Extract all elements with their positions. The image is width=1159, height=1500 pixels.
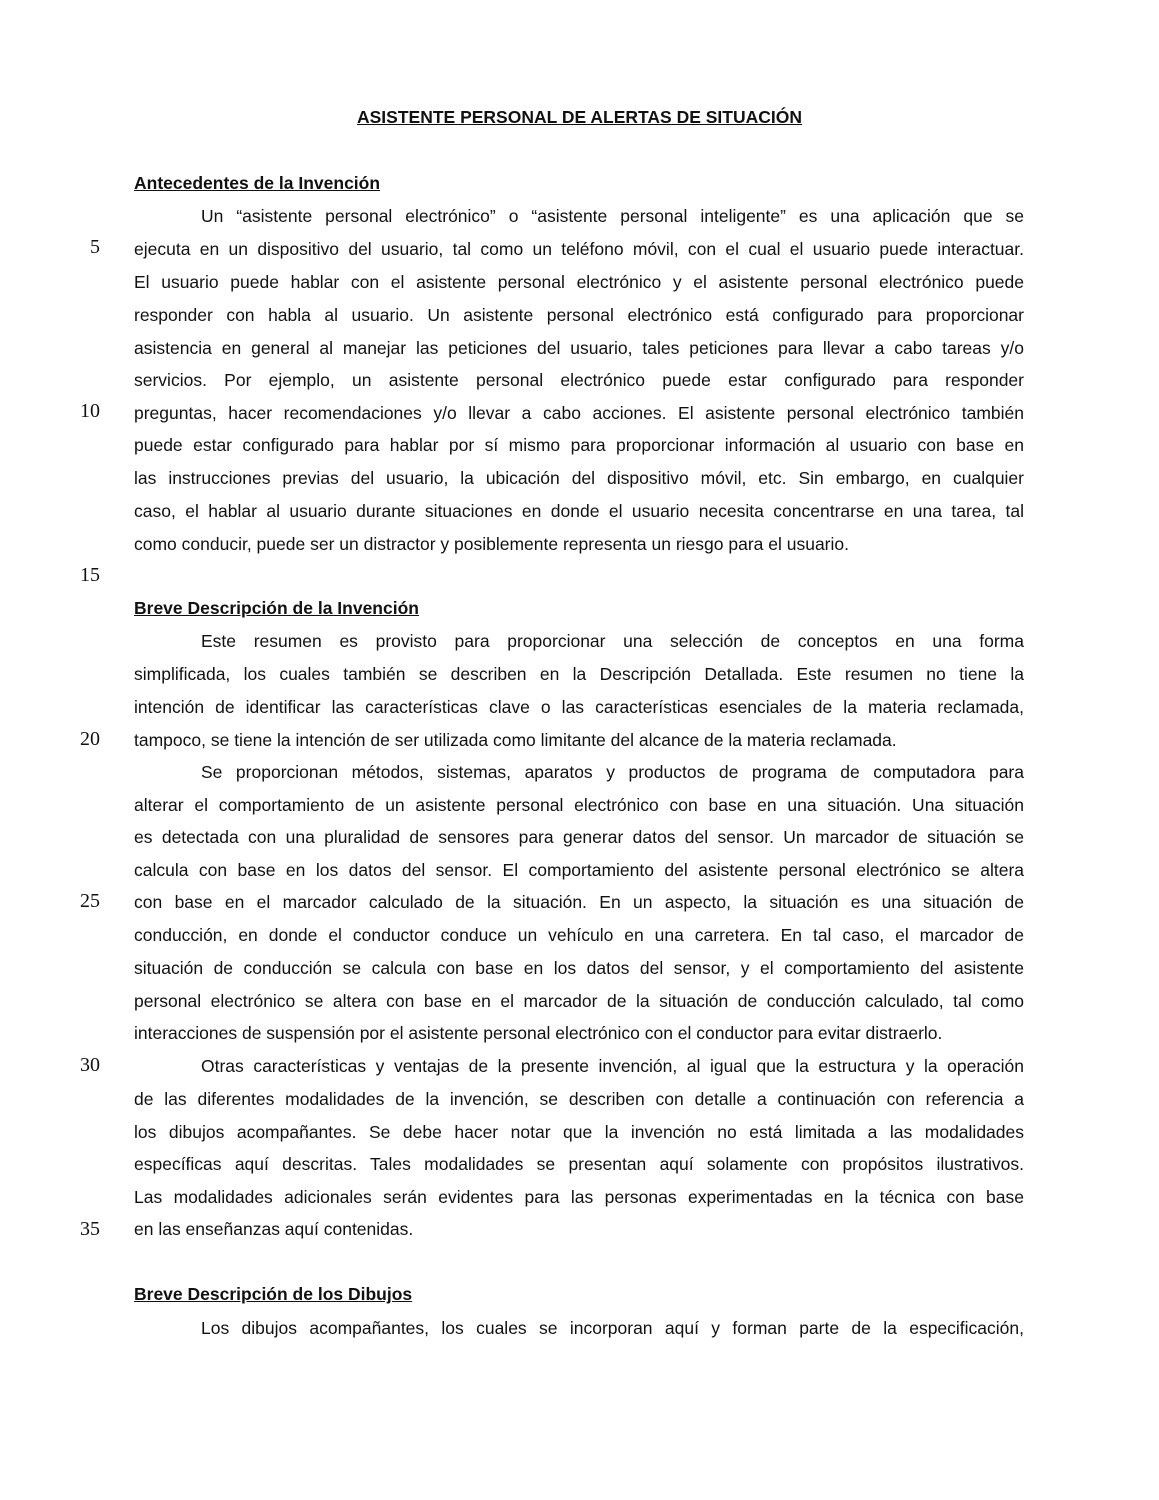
text-line: alterar el comportamiento de un asistente personal electrónico con base en una situación. Una situación bbox=[134, 795, 1024, 815]
section-heading-drawings: Breve Descripción de los Dibujos bbox=[134, 1284, 413, 1304]
text-line: específicas aquí descritas. Tales modalidades se presentan aquí solamente con propósitos ilustrativos. bbox=[134, 1154, 1024, 1174]
text-line: Las modalidades adicionales serán evidentes para las personas experimentadas en la técnica con base bbox=[134, 1187, 1024, 1207]
text-line: calcula con base en los datos del sensor. El comportamiento del asistente personal electrónico se altera bbox=[134, 860, 1024, 880]
text-line: El usuario puede hablar con el asistente personal electrónico y el asistente personal electrónico puede bbox=[134, 272, 1024, 292]
text-line: Un “asistente personal electrónico” o “asistente personal inteligente” es una aplicación que se bbox=[201, 206, 1024, 226]
text-line: servicios. Por ejemplo, un asistente personal electrónico puede estar configurado para responder bbox=[134, 370, 1024, 390]
text-line: simplificada, los cuales también se describen en la Descripción Detallada. Este resumen no tiene la bbox=[134, 664, 1024, 684]
text-line: ejecuta en un dispositivo del usuario, tal como un teléfono móvil, con el cual el usuario puede interactuar. bbox=[134, 239, 1024, 259]
text-line: es detectada con una pluralidad de sensores para generar datos del sensor. Un marcador de situación se bbox=[134, 827, 1024, 847]
text-line: asistencia en general al manejar las peticiones del usuario, tales peticiones para llevar a cabo tareas y/o bbox=[134, 338, 1024, 358]
line-number: 15 bbox=[80, 564, 100, 586]
text-line: como conducir, puede ser un distractor y posiblemente representa un riesgo para el usuario. bbox=[134, 534, 849, 554]
text-line: caso, el hablar al usuario durante situaciones en donde el usuario necesita concentrarse en una tarea, tal bbox=[134, 501, 1024, 521]
text-line: tampoco, se tiene la intención de ser utilizada como limitante del alcance de la materia reclamada. bbox=[134, 730, 897, 750]
text-line: preguntas, hacer recomendaciones y/o llevar a cabo acciones. El asistente personal electrónico también bbox=[134, 403, 1024, 423]
line-number: 20 bbox=[80, 728, 100, 750]
text-line: interacciones de suspensión por el asistente personal electrónico con el conductor para evitar distraerlo. bbox=[134, 1023, 943, 1043]
line-number: 35 bbox=[80, 1218, 100, 1240]
text-line: situación de conducción se calcula con base en los datos del sensor, y el comportamiento del asistente bbox=[134, 958, 1024, 978]
section-heading-background: Antecedentes de la Invención bbox=[134, 173, 381, 193]
document-title: ASISTENTE PERSONAL DE ALERTAS DE SITUACIÓN bbox=[357, 107, 802, 127]
text-line: conducción, en donde el conductor conduce un vehículo en una carretera. En tal caso, el marcador de bbox=[134, 925, 1024, 945]
line-number: 5 bbox=[90, 236, 100, 258]
text-line: las instrucciones previas del usuario, la ubicación del dispositivo móvil, etc. Sin embargo, en cualquier bbox=[134, 468, 1024, 488]
section-heading-summary: Breve Descripción de la Invención bbox=[134, 598, 419, 618]
line-number: 25 bbox=[80, 890, 100, 912]
text-line: Este resumen es provisto para proporcionar una selección de conceptos en una forma bbox=[201, 631, 1024, 651]
text-line: en las enseñanzas aquí contenidas. bbox=[134, 1219, 414, 1239]
text-line: intención de identificar las características clave o las características esenciales de la materia reclamada, bbox=[134, 697, 1024, 717]
line-number: 10 bbox=[80, 400, 100, 422]
text-line: Otras características y ventajas de la presente invención, al igual que la estructura y la operación bbox=[201, 1056, 1024, 1076]
text-line: personal electrónico se altera con base en el marcador de la situación de conducción calculado, tal como bbox=[134, 991, 1024, 1011]
text-line: Los dibujos acompañantes, los cuales se incorporan aquí y forman parte de la especificación, bbox=[201, 1318, 1024, 1338]
text-line: de las diferentes modalidades de la invención, se describen con detalle a continuación con referencia a bbox=[134, 1089, 1024, 1109]
text-line: los dibujos acompañantes. Se debe hacer notar que la invención no está limitada a las modalidades bbox=[134, 1122, 1024, 1142]
text-line: Se proporcionan métodos, sistemas, aparatos y productos de programa de computadora para bbox=[201, 762, 1024, 782]
text-line: puede estar configurado para hablar por sí mismo para proporcionar información al usuario con base en bbox=[134, 435, 1024, 455]
line-number: 30 bbox=[80, 1054, 100, 1076]
text-line: responder con habla al usuario. Un asistente personal electrónico está configurado para proporcionar bbox=[134, 305, 1024, 325]
text-line: con base en el marcador calculado de la situación. En un aspecto, la situación es una situación de bbox=[134, 892, 1024, 912]
